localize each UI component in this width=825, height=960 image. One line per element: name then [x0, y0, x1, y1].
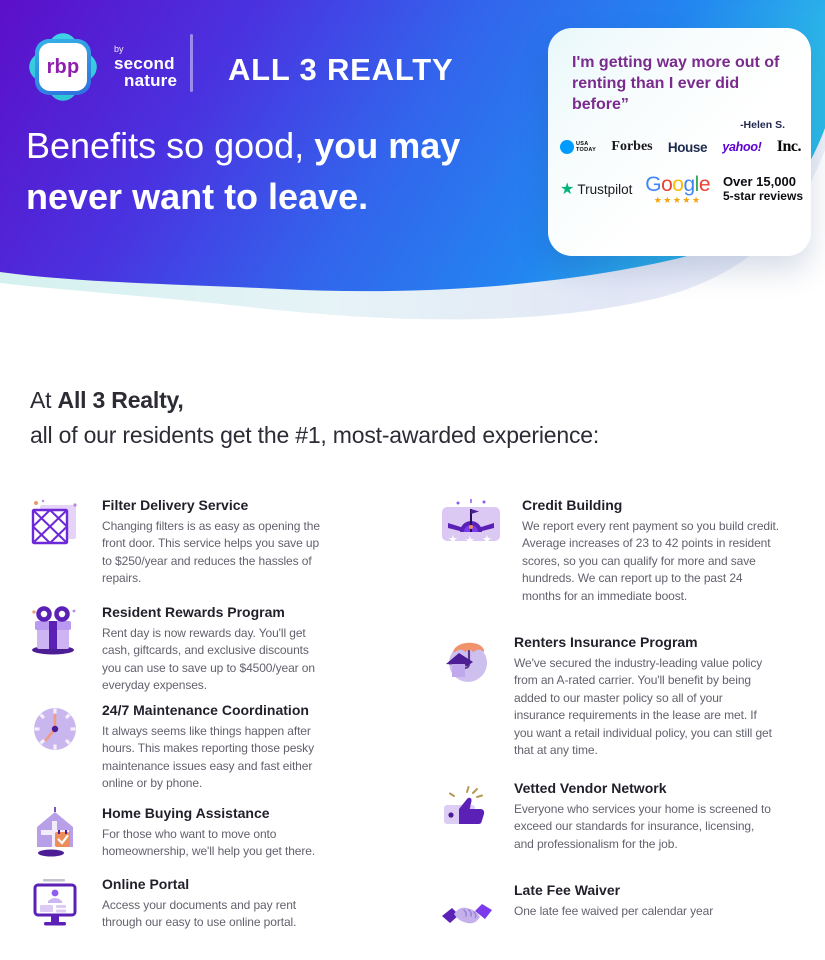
second-nature-wordmark: [114, 45, 177, 88]
benefit-description: Changing filters is as easy as opening the front door. This service helps you save up to $250/year and reduces the hassles of repairs.: [102, 519, 320, 586]
brand-logo-block: [26, 30, 177, 104]
headline-bold-part-1: you may: [314, 125, 461, 166]
house-logo: House: [667, 139, 708, 155]
reviews-count-line1: Over 15,000: [722, 174, 796, 190]
house-check-icon: [28, 805, 82, 864]
rbp-logo-icon: [26, 30, 100, 104]
google-five-stars-icon: ★★★★★: [653, 195, 702, 205]
trustpilot-star-icon: ★: [560, 180, 575, 198]
benefit-online-portal: [28, 876, 330, 935]
google-reviews-logo: [645, 174, 710, 205]
benefit-title: Credit Building: [522, 497, 623, 513]
section-heading-line2: all of our residents get the #1, most-awarded experience:: [30, 422, 600, 448]
benefit-description: Everyone who services your home is screened to exceed our standards for insurance, licensing, and professionalism for the job.: [514, 802, 771, 851]
testimonial-quote: I'm getting way more out of renting than I ever did before”: [572, 54, 780, 114]
rbp-logo-text: rbp: [46, 55, 80, 78]
logo-divider: [190, 34, 193, 92]
benefit-title: Renters Insurance Program: [514, 634, 698, 650]
press-logos-row: [560, 138, 801, 156]
svg-text:★: ★: [465, 534, 475, 547]
benefit-title: Filter Delivery Service: [102, 497, 249, 513]
yahoo-logo: yahoo!: [722, 140, 762, 154]
benefit-late-fee-waiver: [440, 882, 772, 941]
reviews-count-line2: 5-star reviews: [722, 189, 803, 204]
benefit-description: Access your documents and pay rent through our easy to use online portal.: [102, 898, 297, 930]
benefit-title: Resident Rewards Program: [102, 604, 285, 620]
monitor-icon: [28, 876, 82, 935]
hero-headline: [26, 120, 460, 222]
reviews-count-text: [723, 175, 803, 204]
trustpilot-logo: [560, 182, 632, 198]
benefit-renters-insurance: [440, 634, 772, 759]
umbrella-house-icon: [440, 634, 494, 693]
headline-line-2: never want to leave.: [26, 176, 369, 217]
benefit-description: It always seems like things happen after hours. This makes reporting those pesky maintenance issues easy and fast either online or by phone.: [102, 724, 314, 791]
headline-light-part: Benefits so good,: [26, 125, 315, 166]
filter-icon: [28, 497, 82, 556]
usa-today-text: USA TODAY: [576, 140, 597, 153]
benefit-description: Rent day is now rewards day. You'll get cash, giftcards, and exclusive discounts you can use to save up to $4500/year on everyday expenses.: [102, 626, 315, 693]
benefit-home-buying: [28, 805, 330, 864]
forbes-logo: Forbes: [611, 139, 653, 154]
benefit-vetted-vendor: [440, 780, 772, 853]
usa-today-logo: [560, 140, 596, 154]
company-name: ALL 3 REALTY: [228, 52, 454, 87]
gift-icon: [28, 604, 82, 663]
credit-score-gauge-icon: [440, 497, 502, 552]
usa-today-circle-icon: [560, 140, 574, 154]
testimonial-card: [548, 28, 811, 256]
benefit-description: We report every rent payment so you build credit. Average increases of 23 to 42 points in resident scores, so you can qualify for more and save hundreds. We can report up to the past 24 months for an immediate boost.: [522, 519, 780, 603]
benefit-description: One late fee waived per calendar year: [514, 904, 714, 918]
section-heading: [30, 383, 599, 453]
brand-word-second: second: [114, 54, 175, 74]
svg-text:★: ★: [482, 533, 492, 546]
benefit-description: We've secured the industry-leading value policy from an A-rated carrier. You'll benefit by being added to our master policy so all of your insurance requirements in the lease are met. If you want a retail individual policy, you can still get that at any time.: [514, 656, 772, 757]
benefit-description: For those who want to move onto homeownership, we'll help you get there.: [102, 827, 316, 859]
svg-text:★: ★: [448, 533, 458, 546]
clock-icon: [28, 702, 82, 761]
trustpilot-label: Trustpilot: [577, 182, 633, 197]
benefit-credit-building: [440, 497, 780, 605]
thumbs-up-icon: [440, 780, 494, 839]
benefit-title: Home Buying Assistance: [102, 805, 270, 821]
benefit-maintenance: [28, 702, 330, 793]
benefit-title: 24/7 Maintenance Coordination: [102, 702, 309, 718]
by-label: by: [114, 44, 124, 55]
rbp-logo-badge: [39, 43, 87, 91]
benefit-title: Late Fee Waiver: [514, 882, 621, 898]
testimonial-attribution: -Helen S.: [740, 119, 785, 132]
benefit-filter-delivery: [28, 497, 330, 588]
benefit-title: Vetted Vendor Network: [514, 780, 667, 796]
benefit-title: Online Portal: [102, 876, 190, 892]
reviews-row: [560, 174, 803, 205]
inc-logo: Inc.: [776, 138, 801, 155]
brand-word-nature: nature: [124, 70, 178, 90]
google-wordmark: Google: [645, 173, 711, 196]
handshake-icon: [440, 882, 494, 941]
section-heading-company: All 3 Realty,: [57, 387, 184, 413]
headline-line-1: [26, 120, 460, 171]
section-heading-line1: At All 3 Realty,: [30, 387, 184, 413]
benefit-resident-rewards: [28, 604, 330, 695]
